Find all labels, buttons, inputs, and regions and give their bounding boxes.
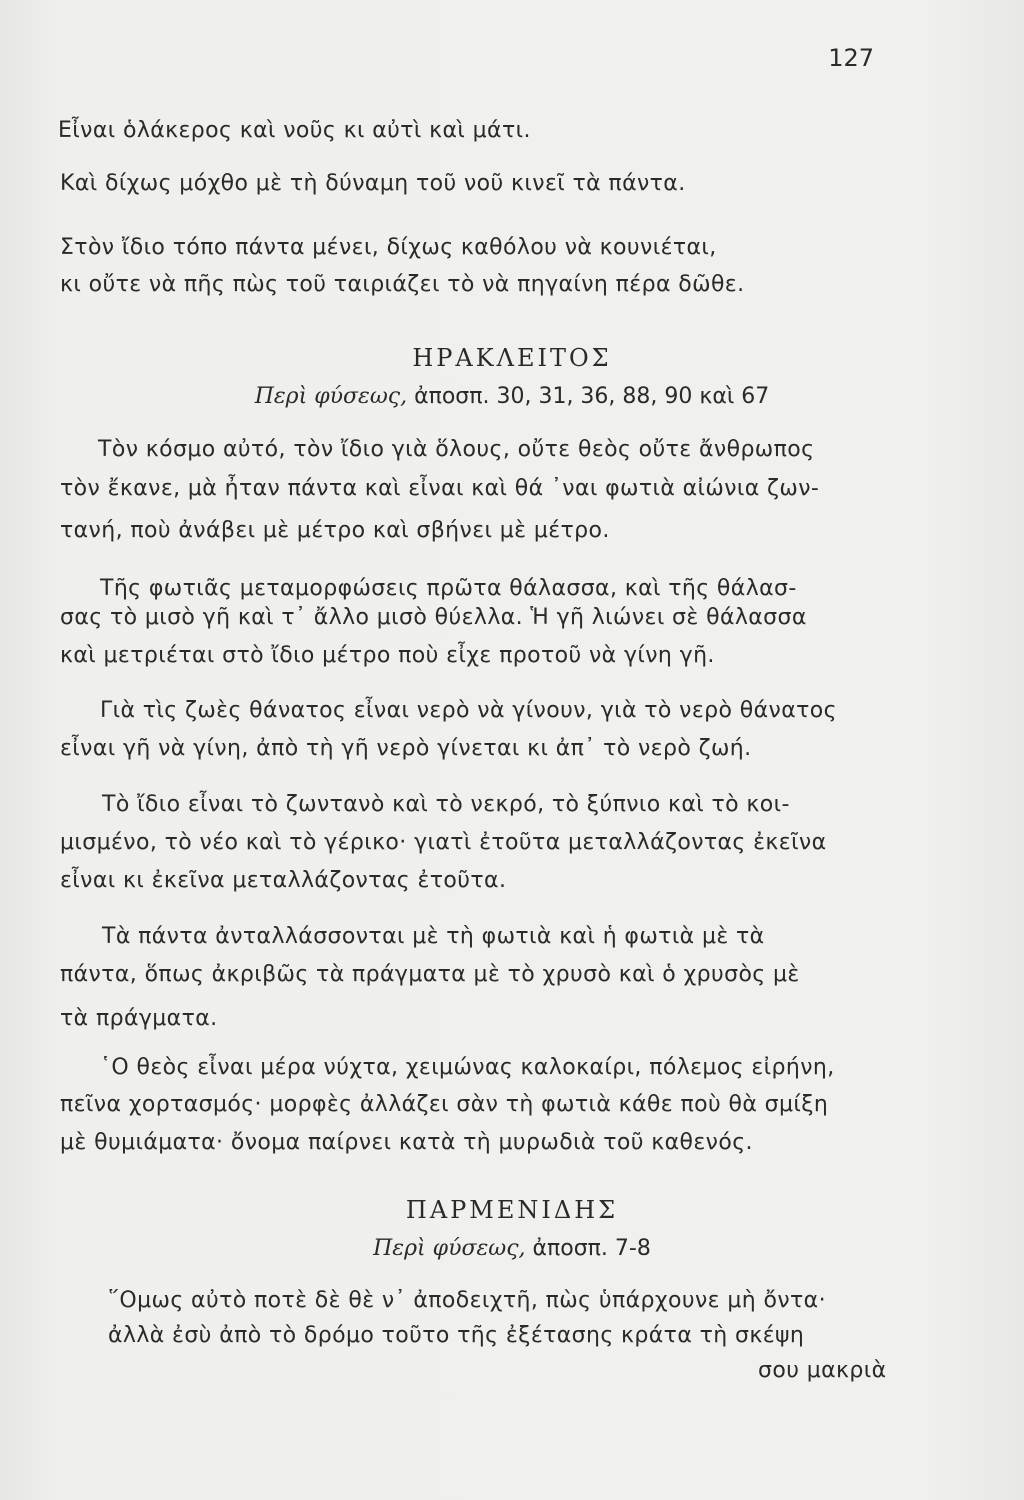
text-line: πάντα, ὅπως ἀκριβῶς τὰ πράγματα μὲ τὸ χρυσὸ καὶ ὁ χρυσὸς μὲ	[60, 962, 800, 987]
text-line: Εἶναι ὁλάκερος καὶ νοῦς κι αὐτὶ καὶ μάτι.	[58, 118, 531, 143]
fragments-reference: ἀποσπ. 7-8	[532, 1236, 651, 1261]
text-line: μισμένο, τὸ νέο καὶ τὸ γέρικο· γιατὶ ἐτοῦτα μεταλλάζοντας ἐκεῖνα	[60, 830, 827, 855]
text-line: Τῆς φωτιᾶς μεταμορφώσεις πρῶτα θάλασσα, καὶ τῆς θάλασ-	[100, 576, 797, 601]
source-citation-parmenides	[0, 1236, 1024, 1261]
section-heading-parmenides: ΠΑΡΜΕΝΙΔΗΣ	[405, 1196, 619, 1224]
text-line: τὸν ἔκανε, μὰ ἦταν πάντα καὶ εἶναι καὶ θά ᾿ναι φωτιὰ αἰώνια ζων-	[60, 476, 820, 501]
text-line: Στὸν ἴδιο τόπο πάντα μένει, δίχως καθόλου νὰ κουνιέται,	[60, 235, 717, 260]
text-line: ἀλλὰ ἐσὺ ἀπὸ τὸ δρόμο τοῦτο τῆς ἐξέτασης κράτα τὴ σκέψη	[108, 1323, 805, 1348]
text-line: εἶναι κι ἐκεῖνα μεταλλάζοντας ἐτοῦτα.	[60, 868, 507, 893]
text-line: σου μακριὰ	[758, 1358, 887, 1383]
text-line: ῾Ο θεὸς εἶναι μέρα νύχτα, χειμώνας καλοκαίρι, πόλεμος εἰρήνη,	[100, 1055, 835, 1080]
section-heading-heraclitus: ΗΡΑΚΛΕΙΤΟΣ	[412, 344, 612, 372]
work-title: Περὶ φύσεως,	[254, 384, 408, 409]
text-line: καὶ μετριέται στὸ ἴδιο μέτρο ποὺ εἶχε προτοῦ νὰ γίνη γῆ.	[60, 643, 715, 668]
text-line: Γιὰ τὶς ζωὲς θάνατος εἶναι νερὸ νὰ γίνουν, γιὰ τὸ νερὸ θάνατος	[100, 698, 837, 723]
text-line: κι οὔτε νὰ πῆς πὼς τοῦ ταιριάζει τὸ νὰ πηγαίνη πέρα δῶθε.	[60, 272, 745, 297]
text-line: ῞Ομως αὐτὸ ποτὲ δὲ θὲ ν᾿ ἀποδειχτῆ, πὼς ὑπάρχουνε μὴ ὄντα·	[108, 1288, 826, 1313]
text-line: Τὸ ἴδιο εἶναι τὸ ζωντανὸ καὶ τὸ νεκρό, τὸ ξύπνιο καὶ τὸ κοι-	[102, 792, 790, 817]
text-line: πεῖνα χορτασμός· μορφὲς ἀλλάζει σὰν τὴ φωτιὰ κάθε ποὺ θὰ σμίξη	[60, 1092, 829, 1117]
text-line: σας τὸ μισὸ γῆ καὶ τ᾿ ἄλλο μισὸ θύελλα. Ἡ γῆ λιώνει σὲ θάλασσα	[60, 605, 807, 630]
work-title: Περὶ φύσεως,	[373, 1236, 526, 1261]
text-line: Καὶ δίχως μόχθο μὲ τὴ δύναμη τοῦ νοῦ κινεῖ τὰ πάντα.	[60, 171, 686, 196]
text-line: μὲ θυμιάματα· ὄνομα παίρνει κατὰ τὴ μυρωδιὰ τοῦ καθενός.	[60, 1130, 753, 1155]
text-line: εἶναι γῆ νὰ γίνη, ἀπὸ τὴ γῆ νερὸ γίνεται κι ἀπ᾿ τὸ νερὸ ζωή.	[60, 736, 752, 761]
text-line: Τὰ πάντα ἀνταλλάσσονται μὲ τὴ φωτιὰ καὶ ἡ φωτιὰ μὲ τὰ	[102, 924, 765, 949]
text-line: τὰ πράγματα.	[60, 1006, 218, 1031]
fragments-reference: ἀποσπ. 30, 31, 36, 88, 90 καὶ 67	[414, 384, 770, 409]
source-citation-heraclitus	[0, 384, 1024, 409]
text-line: Τὸν κόσμο αὐτό, τὸν ἴδιο γιὰ ὅλους, οὔτε θεὸς οὔτε ἄνθρωπος	[98, 437, 815, 462]
page-number: 127	[828, 44, 874, 72]
text-line: τανή, ποὺ ἀνάβει μὲ μέτρο καὶ σβήνει μὲ μέτρο.	[60, 518, 610, 543]
